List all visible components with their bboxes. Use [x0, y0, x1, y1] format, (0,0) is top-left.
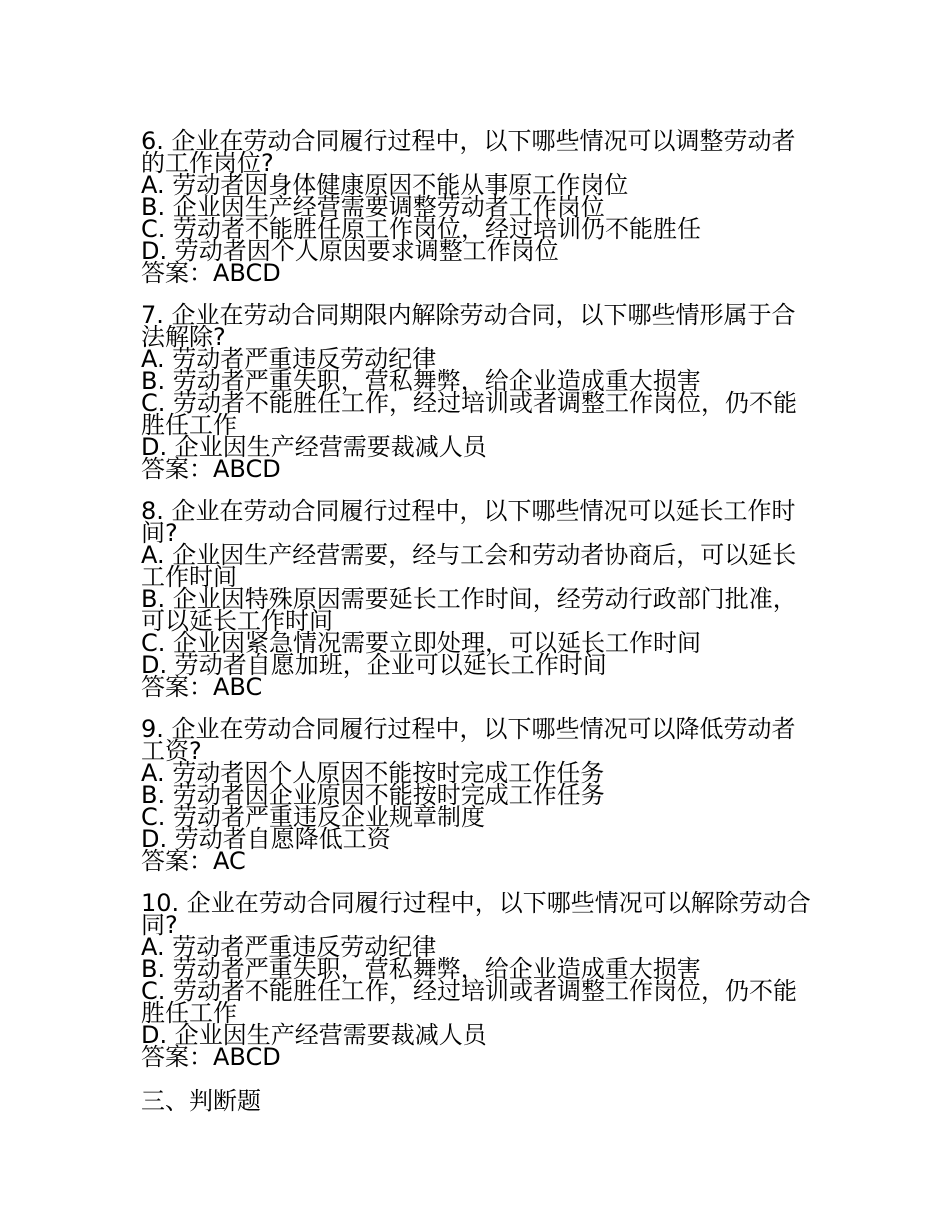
option-a: A. 劳动者因个人原因不能按时完成工作任务 [141, 759, 605, 787]
question-6 [141, 127, 811, 287]
option-c: C. 劳动者不能胜任工作，经过培训或者调整工作岗位，仍不能胜任工作 [141, 389, 798, 439]
question-stem: 6. 企业在劳动合同履行过程中，以下哪些情况可以调整劳动者的工作岗位? [141, 127, 796, 177]
question-stem: 10. 企业在劳动合同履行过程中，以下哪些情况可以解除劳动合同? [141, 889, 811, 939]
option-b: B. 企业因特殊原因需要延长工作时间，经劳动行政部门批准，可以延长工作时间 [141, 585, 797, 635]
option-c: C. 劳动者不能胜任工作，经过培训或者调整工作岗位，仍不能胜任工作 [141, 977, 798, 1027]
option-a: A. 劳动者严重违反劳动纪律 [141, 345, 437, 373]
option-d: D. 企业因生产经营需要裁减人员 [141, 1021, 487, 1049]
question-7 [141, 301, 811, 483]
question-8 [141, 497, 811, 701]
option-b: B. 劳动者因企业原因不能按时完成工作任务 [141, 781, 605, 809]
option-d: D. 劳动者自愿加班，企业可以延长工作时间 [141, 651, 607, 679]
option-b: B. 劳动者严重失职，营私舞弊，给企业造成重大损害 [141, 955, 701, 983]
answer: 答案：ABCD [141, 259, 281, 287]
answer: 答案：ABCD [141, 1043, 281, 1071]
option-a: A. 劳动者因身体健康原因不能从事原工作岗位 [141, 171, 629, 199]
option-b: B. 企业因生产经营需要调整劳动者工作岗位 [141, 193, 605, 221]
answer: 答案：ABC [141, 673, 263, 701]
option-a: A. 劳动者严重违反劳动纪律 [141, 933, 437, 961]
section-title: 三、判断题 [141, 1087, 261, 1115]
question-stem: 8. 企业在劳动合同履行过程中，以下哪些情况可以延长工作时间? [141, 497, 796, 547]
question-stem: 9. 企业在劳动合同履行过程中，以下哪些情况可以降低劳动者工资? [141, 715, 796, 765]
option-a: A. 企业因生产经营需要，经与工会和劳动者协商后，可以延长工作时间 [141, 541, 797, 591]
answer: 答案：ABCD [141, 455, 281, 483]
answer: 答案：AC [141, 847, 246, 875]
option-d: D. 劳动者因个人原因要求调整工作岗位 [141, 237, 559, 265]
question-stem: 7. 企业在劳动合同期限内解除劳动合同，以下哪些情形属于合法解除? [141, 301, 796, 351]
question-9 [141, 715, 811, 875]
option-d: D. 劳动者自愿降低工资 [141, 825, 391, 853]
option-c: C. 劳动者不能胜任原工作岗位，经过培训仍不能胜任 [141, 215, 702, 243]
question-10 [141, 889, 811, 1071]
option-c: C. 企业因紧急情况需要立即处理，可以延长工作时间 [141, 629, 702, 657]
document-content [141, 127, 811, 1115]
option-b: B. 劳动者严重失职，营私舞弊，给企业造成重大损害 [141, 367, 701, 395]
option-d: D. 企业因生产经营需要裁减人员 [141, 433, 487, 461]
option-c: C. 劳动者严重违反企业规章制度 [141, 803, 486, 831]
